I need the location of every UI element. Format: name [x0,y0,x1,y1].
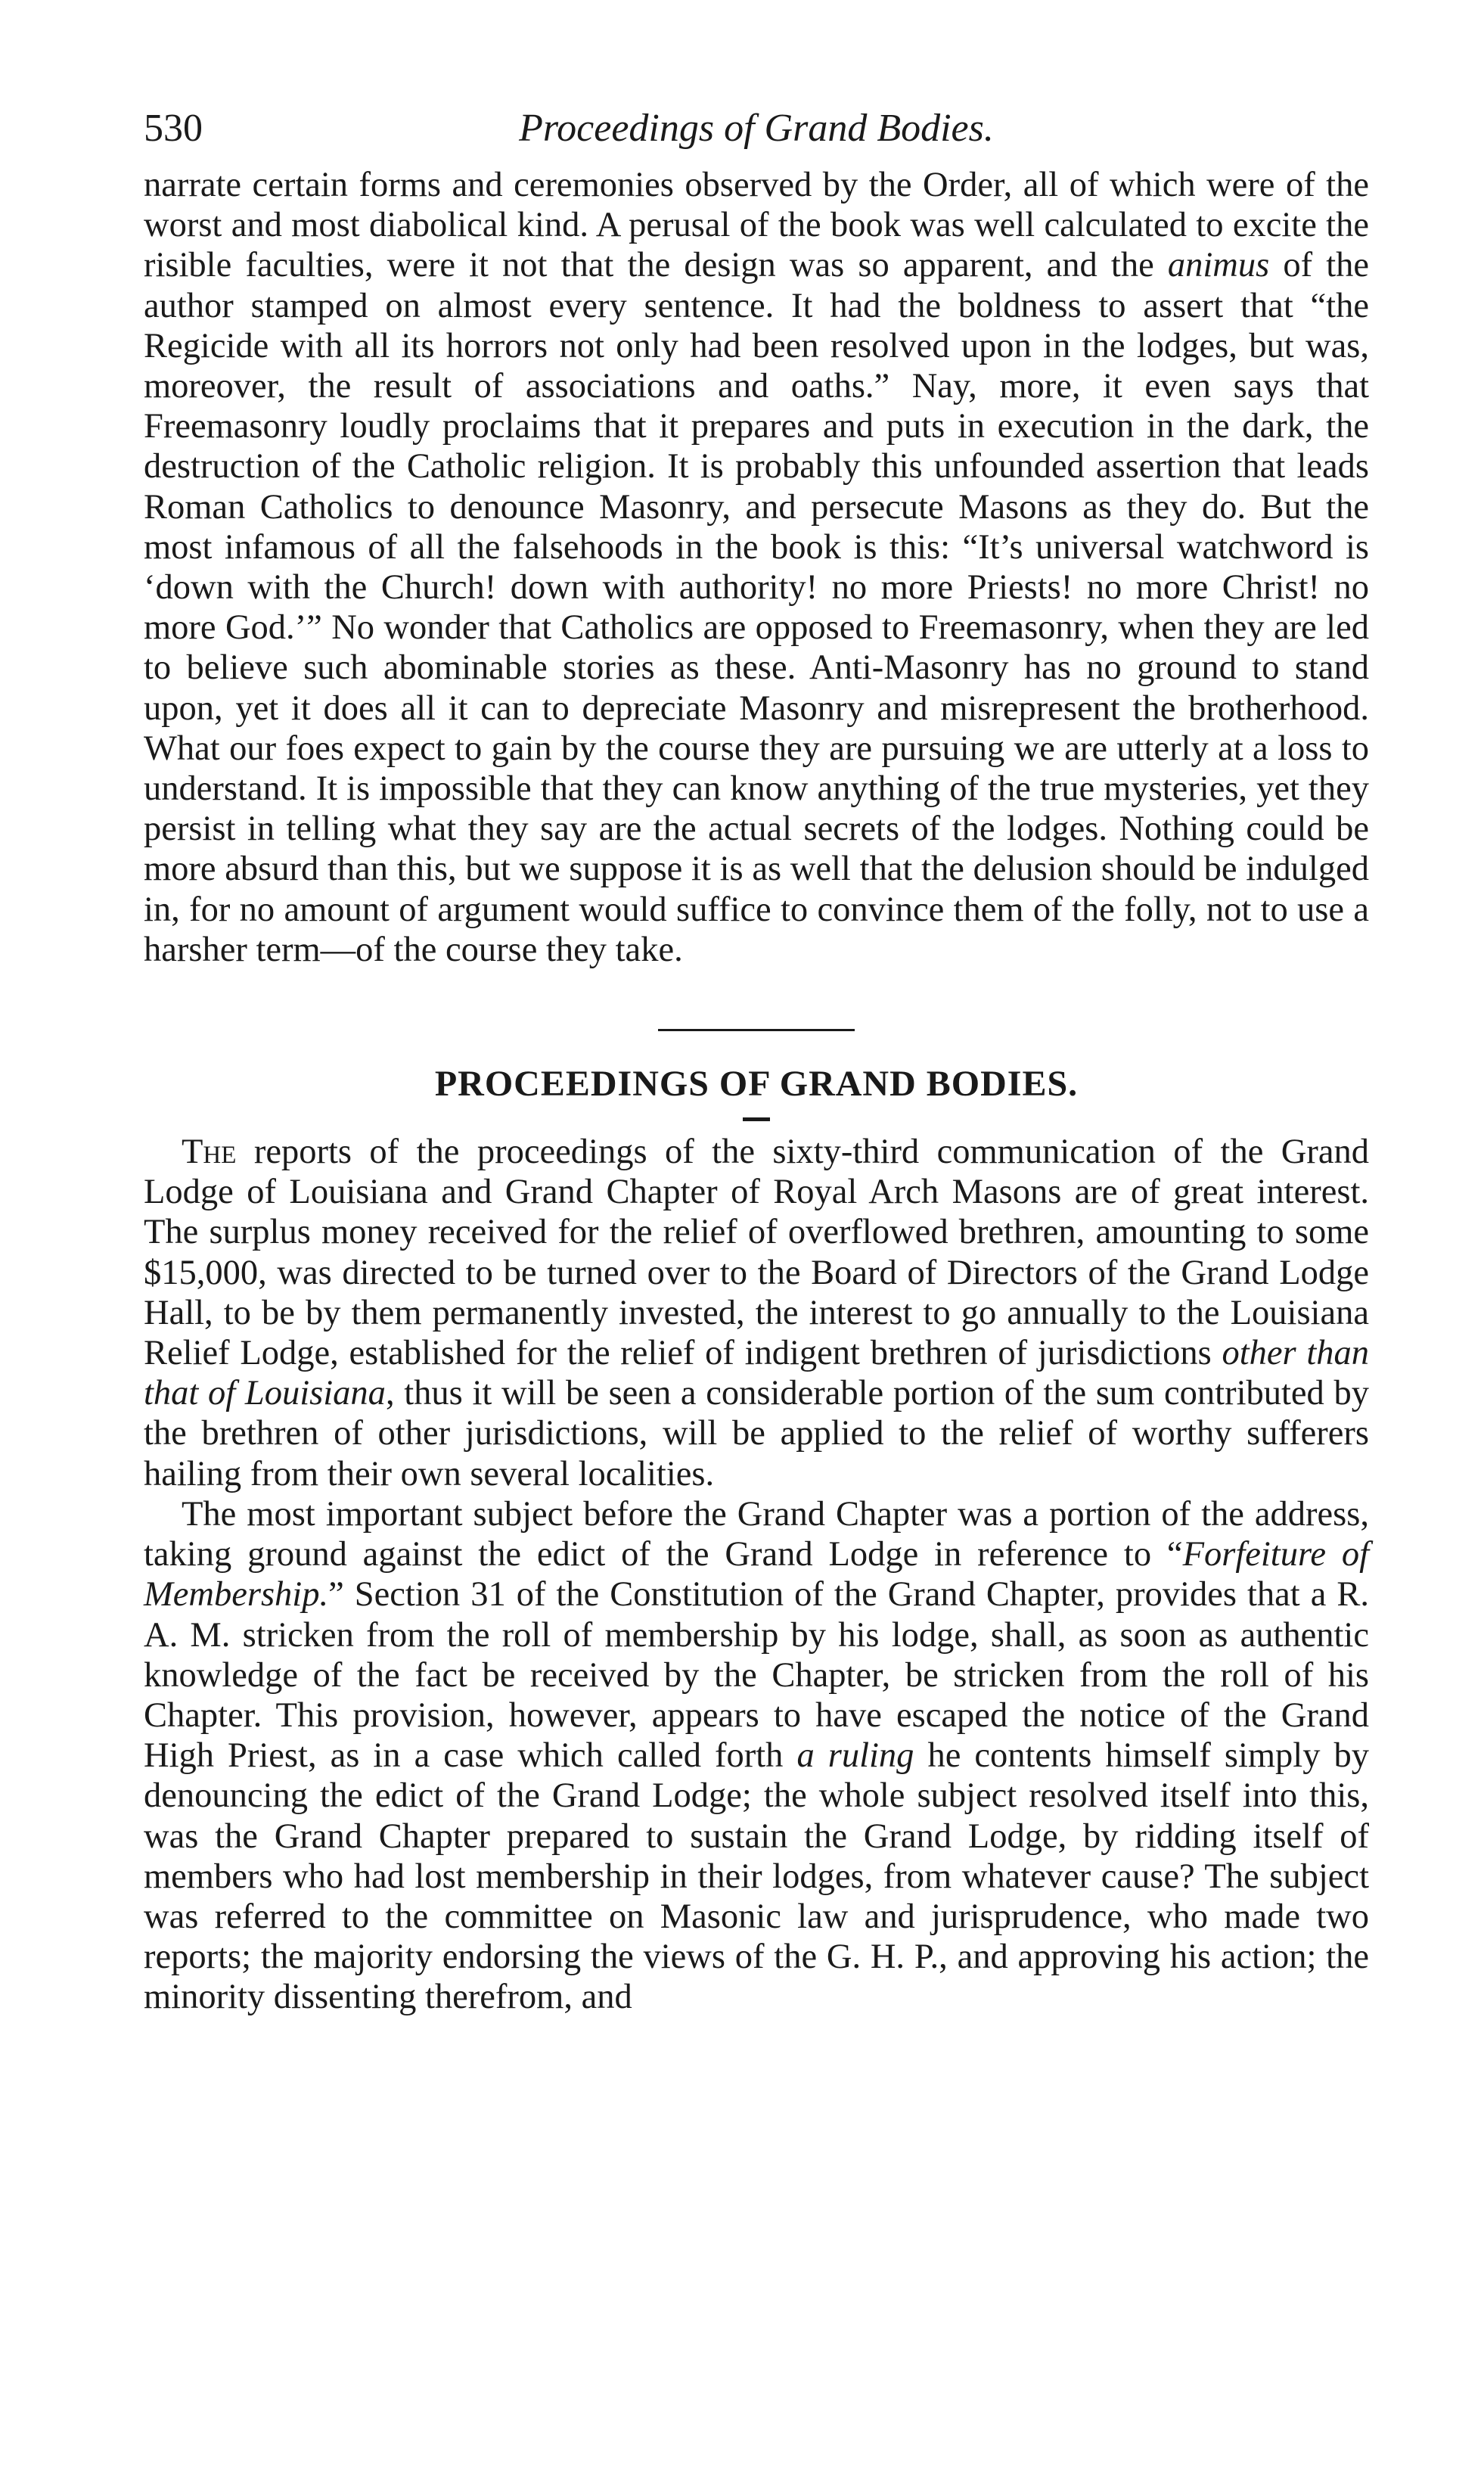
book-page [144,98,1369,2018]
text-run: he contents himself simply by denouncing the edict of the Grand Lodge; the whole subject resolved itself into this, was the Grand Chapter prepared to sustain the Grand Lodge, by ridding itself of members who had lost membership in their lodges, from whatever cause? The subject was referred to the committee on Masonic law and jurisprudence, who made two reports; the majority endorsing the views of the G. H. P., and approving his action; the minority dissenting therefrom, and [144,1736,1369,2017]
heading-dash [743,1117,770,1121]
text-run: , thus it will be seen a considerable portion of the sum contributed by the brethren of other jurisdictions, will be applied to the relief of worthy sufferers hailing from their own several localities. [144,1374,1369,1493]
italic-run: other than that of Louisiana [144,1334,1369,1413]
running-head-title: Proceedings of Grand Bodies. [519,107,994,150]
text-run: The most important subject before the Grand Chapter was a portion of the address, taking ground against the edict of the Grand Lodge in reference to “ [144,1494,1369,1574]
text-run: narrate certain forms and ceremonies observed by the Order, all of which were of the worst and most diabolical kind. A perusal of the book was well calculated to excite the risible faculties, were it not that the design was so apparent, and the [144,166,1369,285]
small-caps-run: The [182,1133,237,1172]
section-body [144,1132,1369,2017]
section-divider-rule [658,1029,855,1031]
italic-run: a ruling [796,1736,914,1776]
article-continuation [144,165,1369,970]
text-run: reports of the proceedings of the sixty-third communication of the Grand Lodge of Louisiana and Grand Chapter of Royal Arch Masons are of great interest. The surplus money received for the relief of overflowed brethren, amounting to some $15,000, was directed to be turned over to the Board of Directors of the Grand Lodge Hall, to be by them permanently invested, the interest to go annually to the Louisiana Relief Lodge, established for the relief of indigent brethren of jurisdictions [144,1133,1369,1373]
section-heading: PROCEEDINGS OF GRAND BODIES. [434,1064,1079,1105]
page-number: 530 [144,107,203,150]
continuation-paragraph [144,165,1369,970]
italic-run: animus [1167,246,1270,285]
section-paragraph-1 [144,1132,1369,1494]
running-head [144,98,1369,159]
text-run: ” Section 31 of the Constitution of the Grand Chapter, provides that a R. A. M. stricken from the roll of membership by his lodge, shall, as soon as authentic knowledge of the fact be received by the Chapter, be stricken from the roll of his Chapter. This provision, however, appears to have escaped the notice of the Grand High Priest, as in a case which called forth [144,1575,1369,1776]
text-run: of the author stamped on almost every sentence. It had the boldness to assert that “the Regicide with all its horrors not only had been resolved upon in the lodges, but was, moreover, the result of associations and oaths.” Nay, more, it even says that Freemasonry loudly proclaims that it prepares and puts in execution in the dark, the destruction of the Catholic religion. It is probably this unfounded assertion that leads Roman Catholics to denounce Masonry, and persecute Masons as they do. But the most infamous of all the falsehoods in the book is this: “It’s universal watchword is ‘down with the Church! down with authority! no more Priests! no more Christ! no more God.’” No wonder that Catholics are opposed to Freemasonry, when they are led to believe such abominable stories as these. Anti-Masonry has no ground to stand upon, yet it does all it can to depreciate Masonry and misrepresent the brotherhood. What our foes expect to gain by the course they are pursuing we are utterly at a loss to understand. It is impossible that they can know anything of the true mysteries, yet they persist in telling what they say are the actual secrets of the lodges. Nothing could be more absurd than this, but we suppose it is as well that the delusion should be indulged in, for no amount of argument would suffice to convince them of the folly, not to use a harsher term—of the course they take. [144,246,1369,969]
section-paragraph-2 [144,1494,1369,2018]
italic-run: Forfeiture of Membership. [144,1535,1370,1614]
